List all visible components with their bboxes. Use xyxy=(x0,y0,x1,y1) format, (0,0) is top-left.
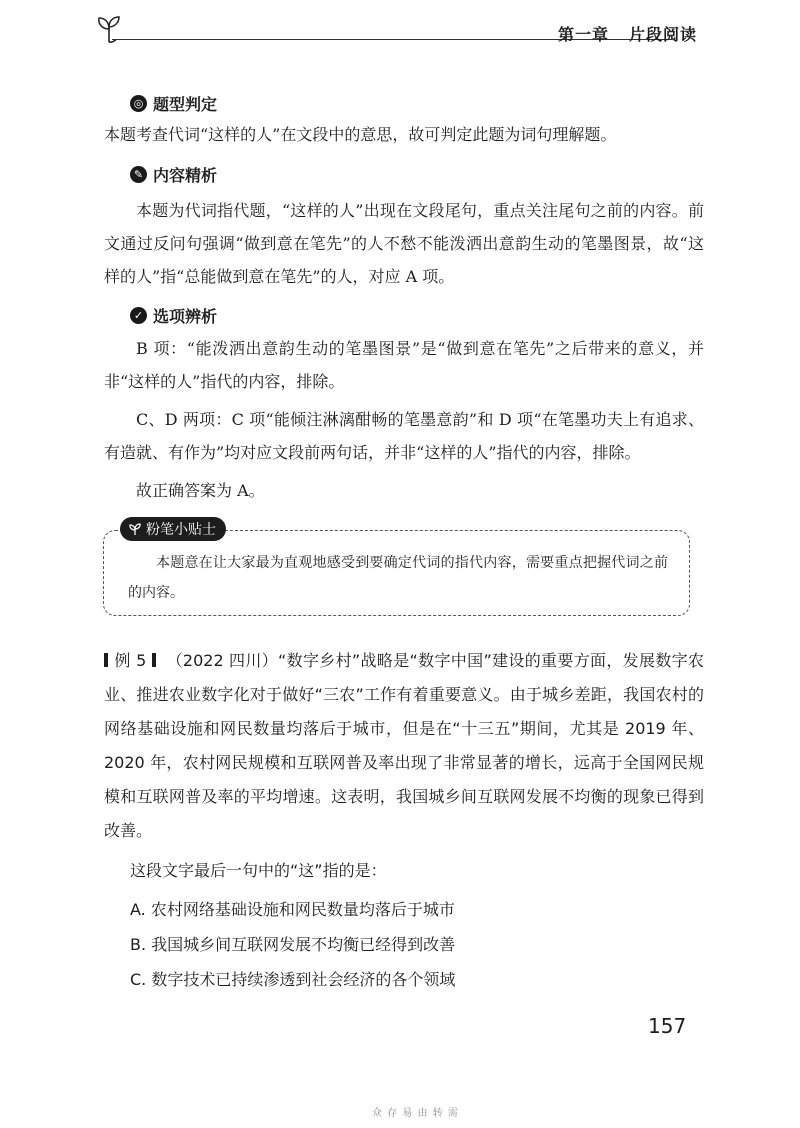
tips-label-text: 粉笔小贴士 xyxy=(146,522,216,538)
check-icon: ✓ xyxy=(130,307,147,324)
running-header xyxy=(558,22,697,45)
type-judgment-text: 本题考查代词“这样的人”在文段中的意思，故可判定此题为词句理解题。 xyxy=(104,125,617,144)
example-passage xyxy=(104,644,704,848)
section-heading-type xyxy=(130,92,217,115)
page-number: 157 xyxy=(648,1014,687,1038)
section-heading-content xyxy=(130,163,217,186)
example-source: （2022 四川） xyxy=(166,651,279,670)
option-b[interactable]: B. 我国城乡间互联网发展不均衡已经得到改善 xyxy=(130,935,456,954)
example-tag: 例 5 xyxy=(114,651,147,670)
chapter-label: 第一章 xyxy=(558,25,610,44)
target-icon: ◎ xyxy=(130,95,147,112)
section-heading-label: 选项辨析 xyxy=(153,307,218,326)
section-heading-label: 内容精析 xyxy=(153,166,218,185)
sprout-icon xyxy=(92,12,126,46)
option-cd-analysis: C、D 两项：C 项“能倾注淋漓酣畅的笔墨意韵”和 D 项“在笔墨功夫上有追求、有造就、有作为”均对应文段前两句话，并非“这样的人”指代的内容，排除。 xyxy=(104,410,704,462)
sprout-icon xyxy=(128,522,142,536)
example-tag-bar xyxy=(104,653,108,667)
watermark: 众 存 易 由 转 需 xyxy=(372,1108,459,1119)
example-passage-text: “数字乡村”战略是“数字中国”建设的重要方面，发展数字农业、推进农业数字化对于做好“三农”工作有着重要意义。由于城乡差距，我国农村的网络基础设施和网民数量均落后于城市，但是在“十三五”期间，尤其是 2019 年、2020 年，农村网民规模和互联网普及率出现了非常显著的增长，远高于全国网民规模和互联网普及率的平均增速。这表明，我国城乡间互联网发展不均衡的现象已得到改善。 xyxy=(104,651,704,840)
option-b-analysis: B 项：“能泼洒出意韵生动的笔墨图景”是“做到意在笔先”之后带来的意义，并非“这样的人”指代的内容，排除。 xyxy=(104,339,704,391)
tips-label xyxy=(120,517,226,541)
option-a[interactable]: A. 农村网络基础设施和网民数量均落后于城市 xyxy=(130,900,455,919)
content-analysis-text: 本题为代词指代题，“这样的人”出现在文段尾句，重点关注尾句之前的内容。前文通过反问句强调“做到意在笔先”的人不愁不能泼洒出意韵生动的笔墨图景，故“这样的人”指“总能做到意在笔先”的人，对应 A 项。 xyxy=(104,201,704,286)
tips-text: 本题意在让大家最为直观地感受到要确定代词的指代内容，需要重点把握代词之前的内容。 xyxy=(128,555,668,601)
section-heading-options xyxy=(130,304,217,327)
pen-icon: ✎ xyxy=(130,166,147,183)
answer-statement: 故正确答案为 A。 xyxy=(136,481,265,500)
example-tag-bar xyxy=(152,653,156,667)
chapter-title: 片段阅读 xyxy=(629,25,698,44)
section-heading-label: 题型判定 xyxy=(153,95,218,114)
question-stem: 这段文字最后一句中的“这”指的是： xyxy=(130,861,387,880)
option-c[interactable]: C. 数字技术已持续渗透到社会经济的各个领域 xyxy=(130,970,456,989)
